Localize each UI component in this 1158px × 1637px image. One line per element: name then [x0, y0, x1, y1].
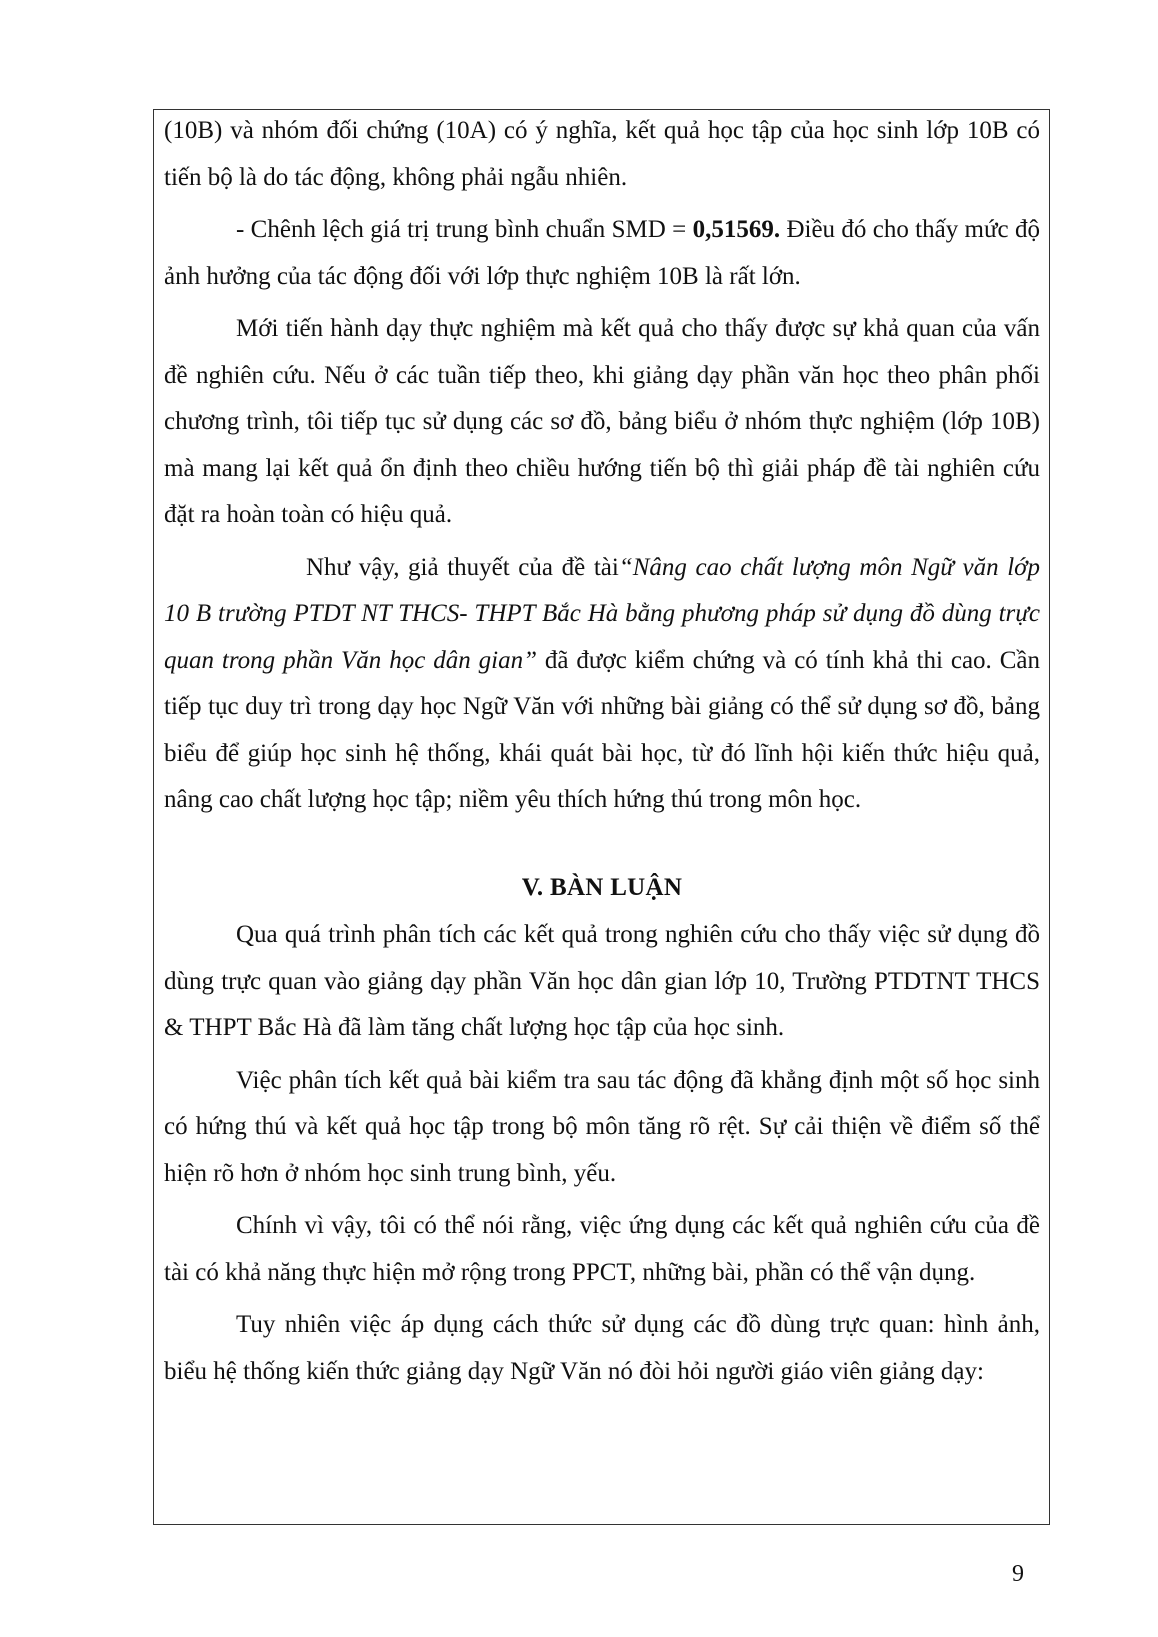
paragraph-requirements: Tuy nhiên việc áp dụng cách thức sử dụng các đồ dùng trực quan: hình ảnh, biểu hệ thống kiến thức giảng dạy Ngữ Văn nó đòi hỏi người giáo viên giảng dạy:: [164, 1311, 1040, 1385]
page-number: 9: [1012, 1561, 1024, 1587]
paragraph-result-significance: (10B) và nhóm đối chứng (10A) có ý nghĩa, kết quả học tập của học sinh lớp 10B có tiến bộ là do tác động, không phải ngẫu nhiên.: [164, 117, 1040, 191]
document-body: [164, 108, 1040, 1395]
paragraph-experiment: Mới tiến hành dạy thực nghiệm mà kết quả cho thấy được sự khả quan của vấn đề nghiên cứu. Nếu ở các tuần tiếp theo, khi giảng dạy phần văn học theo phân phối chương trình, tôi tiếp tục sử dụng các sơ đồ, bảng biểu ở nhóm thực nghiệm (lớp 10B) mà mang lại kết quả ổn định theo chiều hướng tiến bộ thì giải pháp đề tài nghiên cứu đặt ra hoàn toàn có hiệu quả.: [164, 315, 1040, 528]
smd-prefix: - Chênh lệch giá trị trung bình chuẩn SMD =: [236, 216, 693, 243]
paragraph-smd: [164, 207, 1040, 300]
smd-value: 0,51569.: [692, 216, 781, 243]
paragraph-application: Chính vì vậy, tôi có thể nói rằng, việc ứng dụng các kết quả nghiên cứu của đề tài có khả năng thực hiện mở rộng trong PPCT, những bài, phần có thể vận dụng.: [164, 1212, 1040, 1286]
paragraph-discussion-intro: Qua quá trình phân tích các kết quả trong nghiên cứu cho thấy việc sử dụng đồ dùng trực quan vào giảng dạy phần Văn học dân gian lớp 10, Trường PTDTNT THCS & THPT Bắc Hà đã làm tăng chất lượng học tập của học sinh.: [164, 921, 1040, 1041]
paragraph-analysis: Việc phân tích kết quả bài kiểm tra sau tác động đã khẳng định một số học sinh có hứng thú và kết quả học tập trong bộ môn tăng rõ rệt. Sự cải thiện về điểm số thể hiện rõ hơn ở nhóm học sinh trung bình, yếu.: [164, 1066, 1040, 1187]
section-heading: V. BÀN LUẬN: [521, 873, 683, 901]
hypothesis-prefix: Như vậy, giả thuyết của đề tài: [306, 553, 619, 581]
hypothesis-suffix: đã được kiểm chứng và có tính khả thi cao. Cần tiếp tục duy trì trong dạy học Ngữ Văn với những bài giảng có thể sử dụng sơ đồ, bảng biểu để giúp học sinh hệ thống, khái quát bài học, từ đó lĩnh hội kiến thức hiệu quả, nâng cao chất lượng học tập; niềm yêu thích hứng thú trong môn học.: [164, 646, 1040, 813]
smd-suffix: Điều đó cho thấy mức độ ảnh hưởng của tác động đối với lớp thực nghiệm 10B là rất lớn.: [164, 216, 1040, 290]
paragraph-hypothesis: [164, 545, 1040, 824]
hypothesis-title: “Nâng cao chất lượng môn Ngữ văn lớp 10 B trường PTDT NT THCS- THPT Bắc Hà bằng phương pháp sử dụng đồ dùng trực quan trong phần Văn học dân gian”: [164, 553, 1040, 674]
